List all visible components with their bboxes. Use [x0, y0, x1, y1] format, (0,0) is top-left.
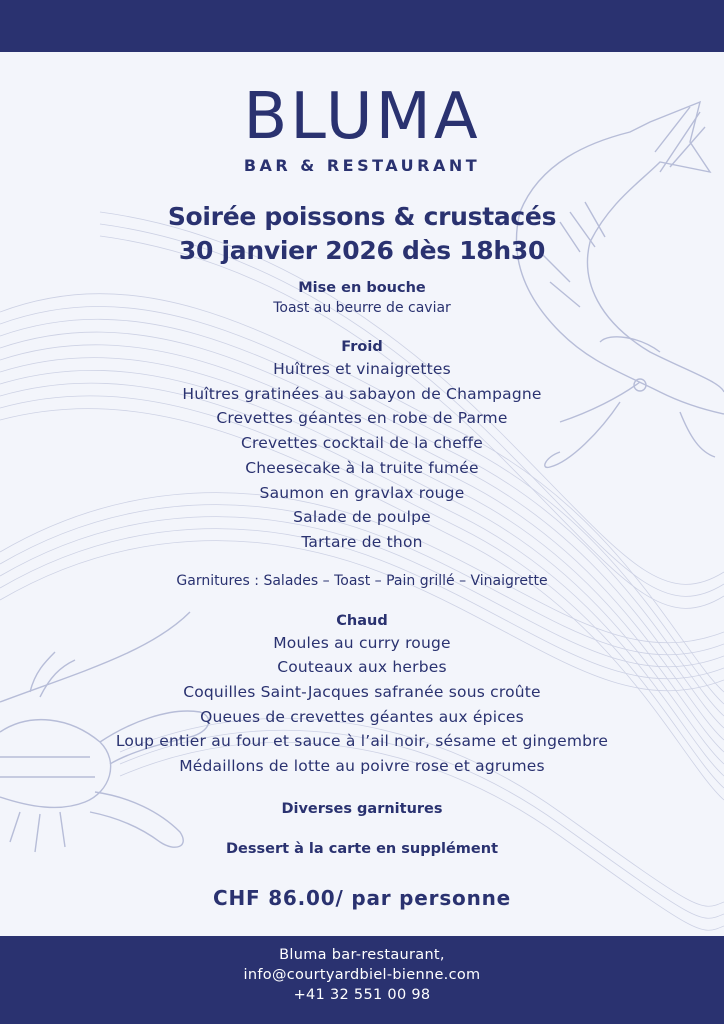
- menu-content: [0, 52, 724, 911]
- menu-item: Huîtres gratinées au sabayon de Champagne: [182, 384, 542, 403]
- section-amuse: [0, 278, 724, 318]
- menu-item: Queues de crevettes géantes aux épices: [200, 707, 524, 726]
- brand-logo: BLUMA: [243, 80, 481, 154]
- brand-tagline: BAR & RESTAURANT: [243, 156, 481, 175]
- event-date: 30 janvier 2026 dès 18h30: [178, 236, 546, 265]
- menu-item: Tartare de thon: [301, 532, 423, 551]
- event-title: Soirée poissons & crustacés: [167, 202, 557, 231]
- section-froid: [0, 337, 724, 591]
- menu-item: Couteaux aux herbes: [277, 658, 447, 677]
- section-heading-chaud: Chaud: [336, 612, 388, 629]
- menu-item: Coquilles Saint-Jacques safranée sous croûte: [183, 683, 541, 702]
- menu-item: Médaillons de lotte au poivre rose et agrumes: [179, 757, 545, 776]
- sides-note: Diverses garnitures: [281, 800, 443, 817]
- footer-name: Bluma bar-restaurant,: [279, 947, 445, 963]
- price: CHF 86.00/ par personne: [212, 885, 512, 910]
- menu-item: Loup entier au four et sauce à l’ail noir, sésame et gingembre: [115, 732, 609, 751]
- event-heading: [0, 200, 724, 268]
- menu-item: Huîtres et vinaigrettes: [273, 360, 451, 378]
- top-banner: [0, 0, 724, 52]
- menu-item: Crevettes géantes en robe de Parme: [216, 409, 508, 428]
- section-heading-froid: Froid: [341, 339, 383, 355]
- menu-item: Salade de poulpe: [293, 508, 431, 527]
- dessert-note: Dessert à la carte en supplément: [226, 840, 498, 857]
- menu-item: Toast au beurre de caviar: [273, 300, 451, 316]
- menu-item: Saumon en gravlax rouge: [259, 483, 465, 502]
- menu-item: Crevettes cocktail de la cheffe: [241, 434, 483, 453]
- section-heading-amuse: Mise en bouche: [298, 280, 426, 296]
- footer-contact: [0, 936, 724, 1024]
- menu-item: Moules au curry rouge: [273, 633, 451, 652]
- section-chaud: [0, 611, 724, 779]
- footer-email[interactable]: info@courtyardbiel-bienne.com: [243, 967, 481, 983]
- garnish-line: Garnitures : Salades – Toast – Pain grillé – Vinaigrette: [176, 572, 548, 589]
- menu-item: Cheesecake à la truite fumée: [245, 458, 479, 477]
- footer-phone[interactable]: +41 32 551 00 98: [293, 987, 431, 1003]
